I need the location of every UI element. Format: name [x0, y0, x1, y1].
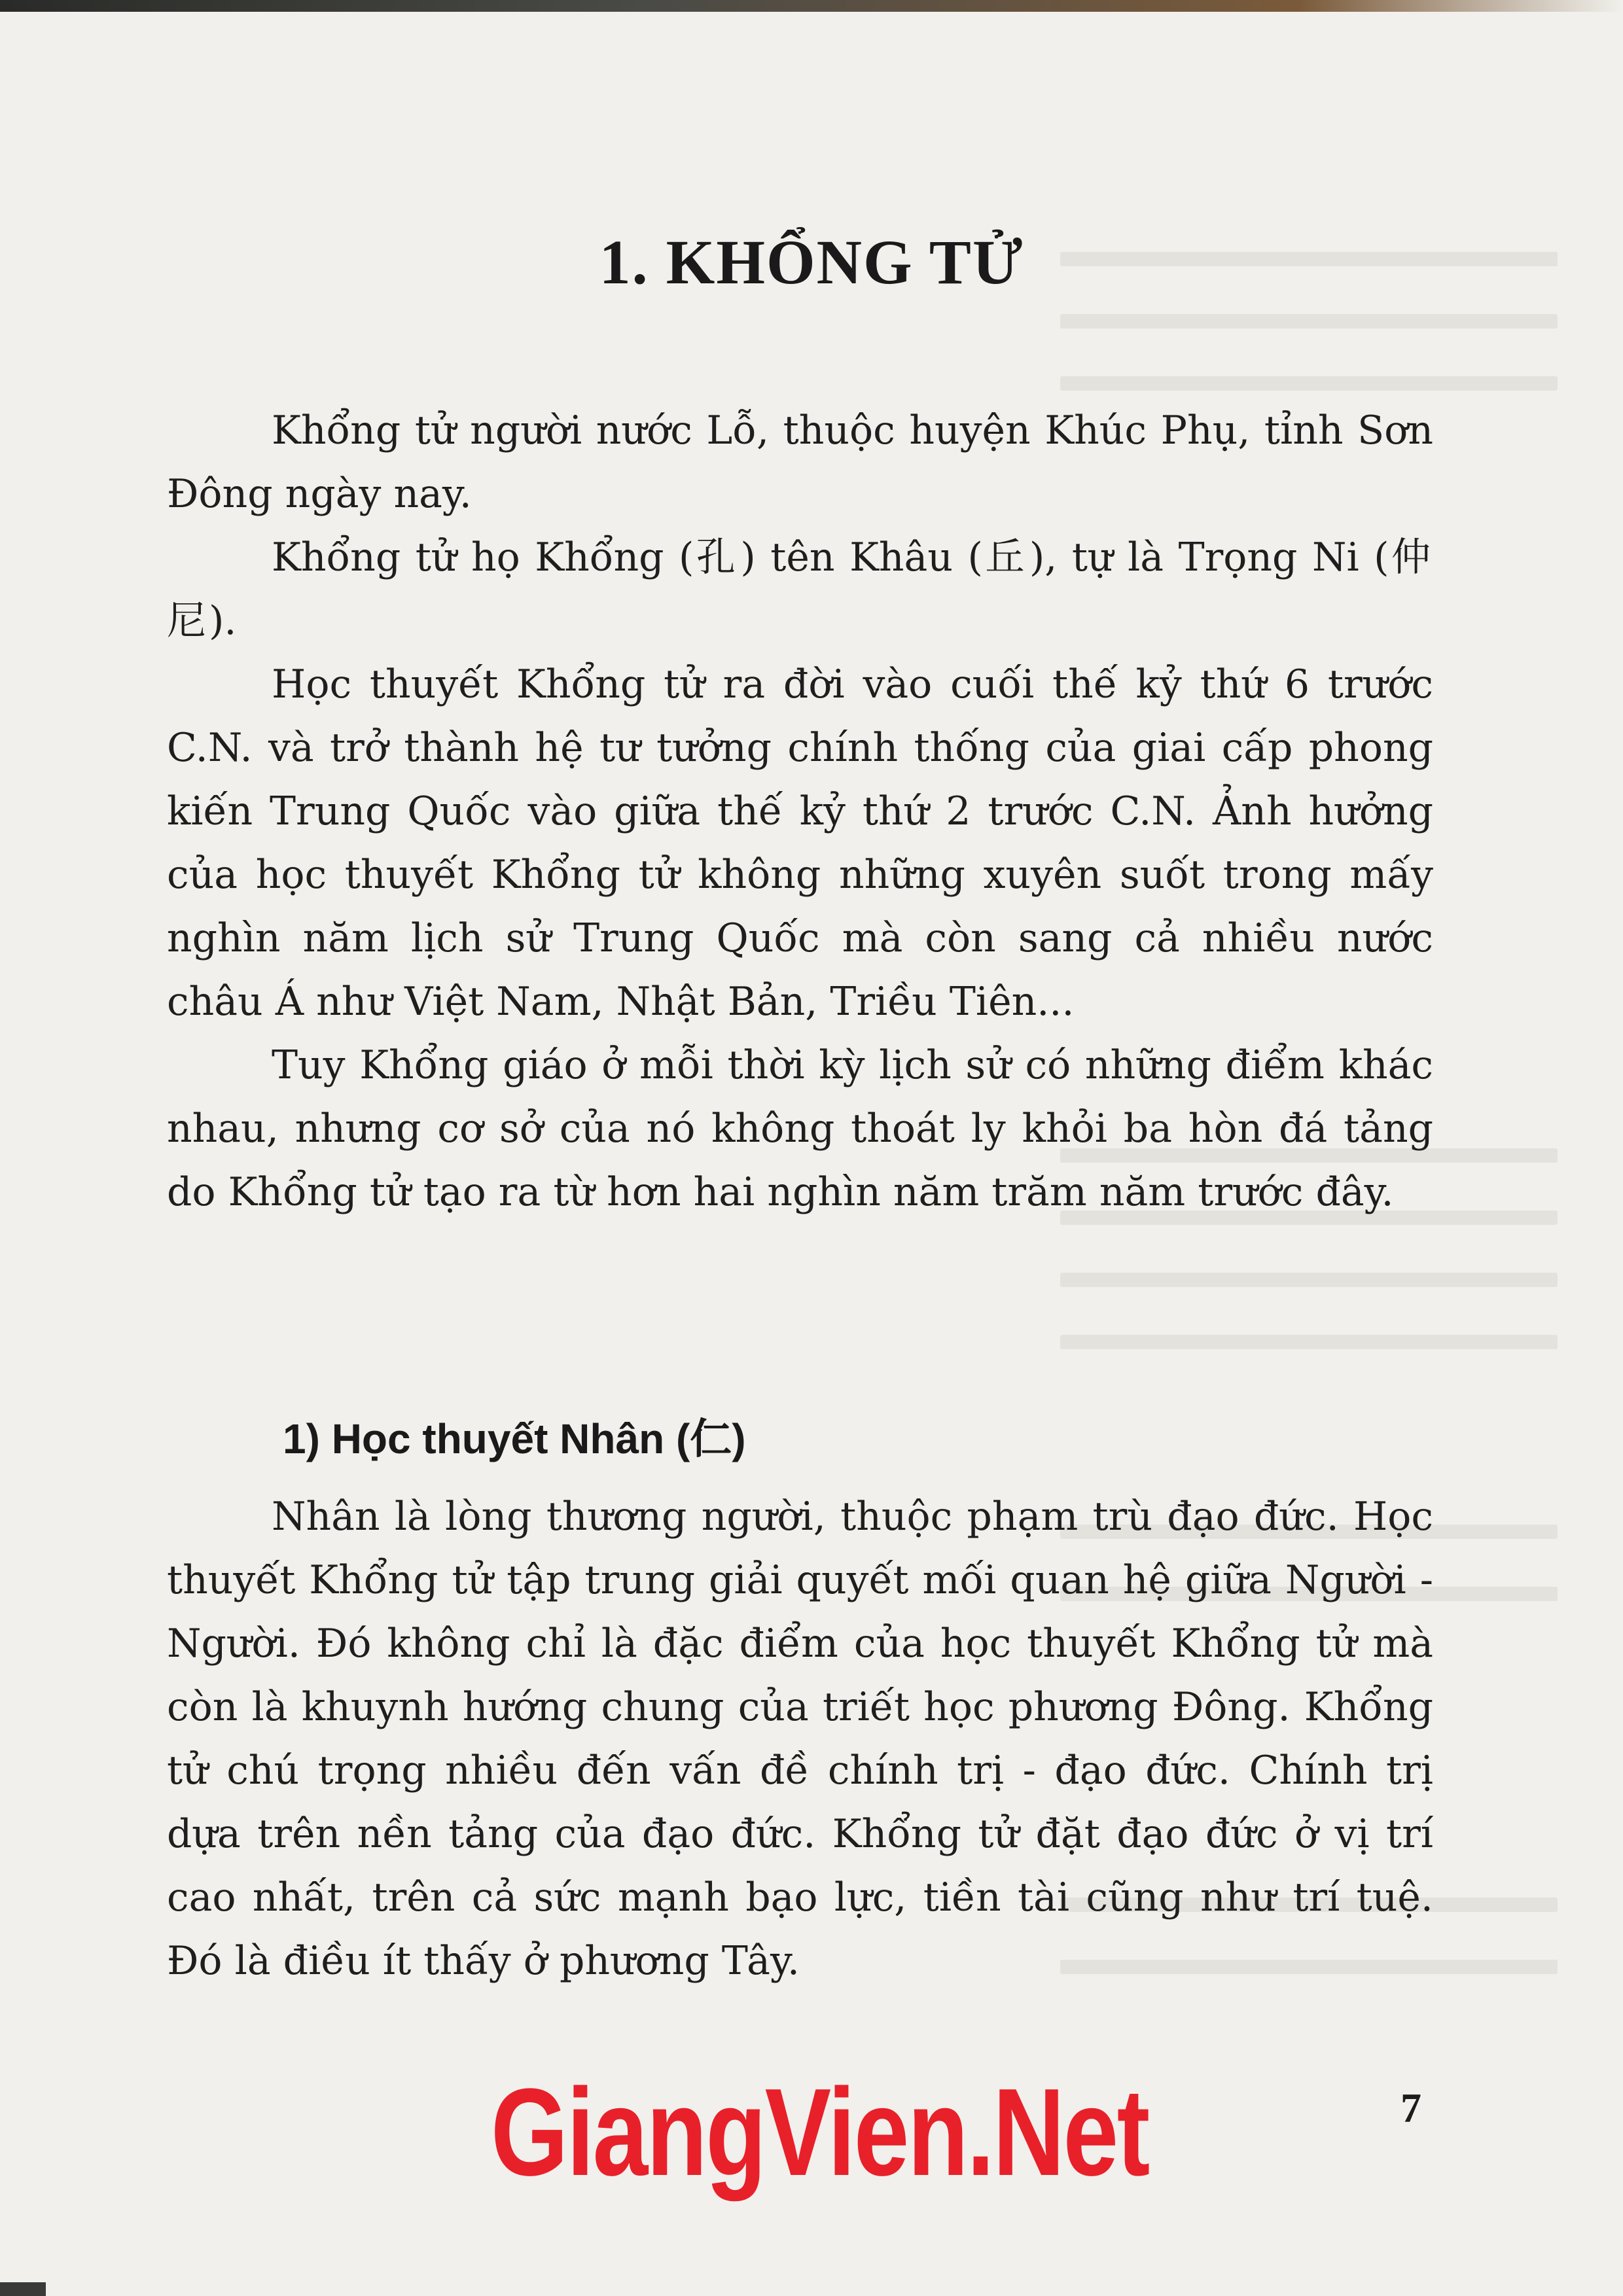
- intro-text: [167, 399, 1433, 1224]
- intro-paragraph-2: Khổng tử họ Khổng (孔) tên Khâu (丘), tự là Trọng Ni (仲尼).: [167, 535, 1434, 644]
- cjk-qiu: 丘: [982, 535, 1029, 580]
- cjk-kong: 孔: [694, 535, 741, 580]
- chapter-title: 1. KHỔNG TỬ: [599, 227, 1024, 297]
- section-1-text: [167, 1485, 1433, 1993]
- site-watermark: GiangVien.Net: [491, 2063, 1149, 2202]
- page-number: 7: [1400, 2085, 1421, 2131]
- section-1-paragraph: Nhân là lòng thương người, thuộc phạm trù đạo đức. Học thuyết Khổng tử tập trung giải quyết mối quan hệ giữa Người - Người. Đó không chỉ là đặc điểm của học thuyết Khổng tử mà còn là khuynh hướng chung của triết học phương Đông. Khổng tử chú trọng nhiều đến vấn đề chính trị - đạo đức. Chính trị dựa trên nền tảng của đạo đức. Khổng tử đặt đạo đức ở vị trí cao nhất, trên cả sức mạnh bạo lực, tiền tài cũng như trí tuệ. Đó là điều ít thấy ở phương Tây.: [167, 1494, 1433, 1984]
- page-bottom-edge: [0, 2282, 46, 2296]
- intro-paragraph-3: Học thuyết Khổng tử ra đời vào cuối thế kỷ thứ 6 trước C.N. và trở thành hệ tư tưởng chính thống của giai cấp phong kiến Trung Quốc vào giữa thế kỷ thứ 2 trước C.N. Ảnh hưởng của học thuyết Khổng tử không những xuyên suốt trong mấy nghìn năm lịch sử Trung Quốc mà còn sang cả nhiều nước châu Á như Việt Nam, Nhật Bản, Triều Tiên...: [167, 662, 1433, 1025]
- cjk-ren: 仁: [690, 1415, 732, 1462]
- section-heading-nhan: 1) Học thuyết Nhân (仁): [283, 1415, 746, 1462]
- intro-paragraph-4: Tuy Khổng giáo ở mỗi thời kỳ lịch sử có những điểm khác nhau, nhưng cơ sở của nó không thoát ly khỏi ba hòn đá tảng do Khổng tử tạo ra từ hơn hai nghìn năm trăm năm trước đây.: [167, 1042, 1433, 1215]
- cjk-zhongni: 仲尼: [167, 535, 1434, 644]
- intro-paragraph-1: Khổng tử người nước Lỗ, thuộc huyện Khúc Phụ, tỉnh Sơn Đông ngày nay.: [167, 408, 1433, 517]
- page-top-edge: [0, 0, 1623, 12]
